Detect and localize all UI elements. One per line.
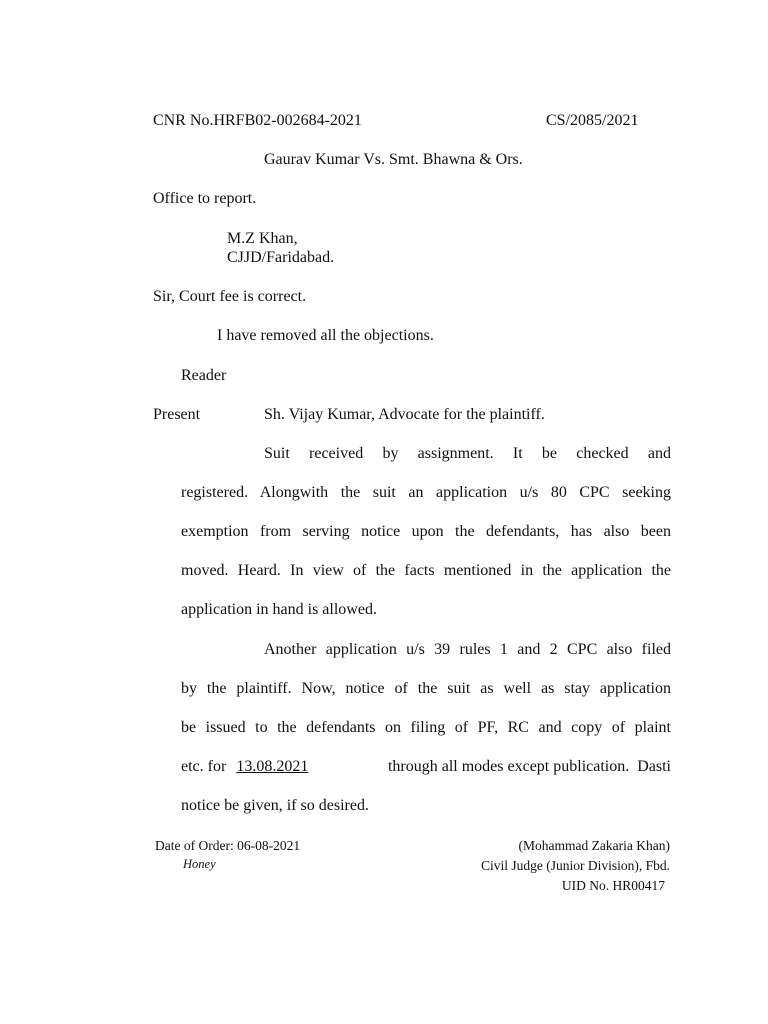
judge-uid: UID No. HR00417 bbox=[561, 878, 665, 893]
para1-line1: Suit received by assignment. It be checked and bbox=[264, 445, 671, 462]
judge-name: (Mohammad Zakaria Khan) bbox=[518, 838, 670, 853]
court-fee-note: Sir, Court fee is correct. bbox=[153, 288, 307, 305]
present-text: Sh. Vijay Kumar, Advocate for the plaintiff. bbox=[264, 406, 545, 423]
objections-note: I have removed all the objections. bbox=[217, 327, 434, 344]
typist-initials: Honey bbox=[183, 857, 216, 871]
judge-designation: Civil Judge (Junior Division), Fbd. bbox=[480, 858, 670, 873]
para2-line4-suffix: through all modes except publication. Dasti bbox=[387, 758, 671, 775]
cnr-number: CNR No.HRFB02-002684-2021 bbox=[153, 112, 362, 129]
para1-line5: application in hand is allowed. bbox=[181, 601, 377, 618]
reader-signature: Reader bbox=[181, 367, 227, 384]
signatory-designation: CJJD/Faridabad. bbox=[227, 249, 335, 266]
signatory-name: M.Z Khan, bbox=[227, 230, 298, 247]
date-of-order: Date of Order: 06-08-2021 bbox=[155, 838, 301, 853]
para1-line3: exemption from serving notice upon the defendants, has also been bbox=[181, 523, 671, 540]
present-label: Present bbox=[153, 406, 201, 423]
para1-line2: registered. Alongwith the suit an application u/s 80 CPC seeking bbox=[181, 484, 671, 501]
para2-line4-prefix: etc. for bbox=[181, 758, 227, 775]
case-number: CS/2085/2021 bbox=[546, 112, 639, 129]
para2-line1: Another application u/s 39 rules 1 and 2 CPC also filed bbox=[264, 641, 671, 658]
para2-line4 bbox=[181, 757, 671, 777]
case-title: Gaurav Kumar Vs. Smt. Bhawna & Ors. bbox=[264, 151, 523, 168]
para2-line3: be issued to the defendants on filing of PF, RC and copy of plaint bbox=[181, 719, 671, 736]
hearing-date: 13.08.2021 bbox=[236, 758, 309, 775]
para1-line4: moved. Heard. In view of the facts mentioned in the application the bbox=[181, 562, 671, 579]
para2-line2: by the plaintiff. Now, notice of the suit as well as stay application bbox=[181, 680, 671, 697]
para2-line5: notice be given, if so desired. bbox=[181, 797, 369, 814]
office-to-report: Office to report. bbox=[153, 190, 257, 207]
